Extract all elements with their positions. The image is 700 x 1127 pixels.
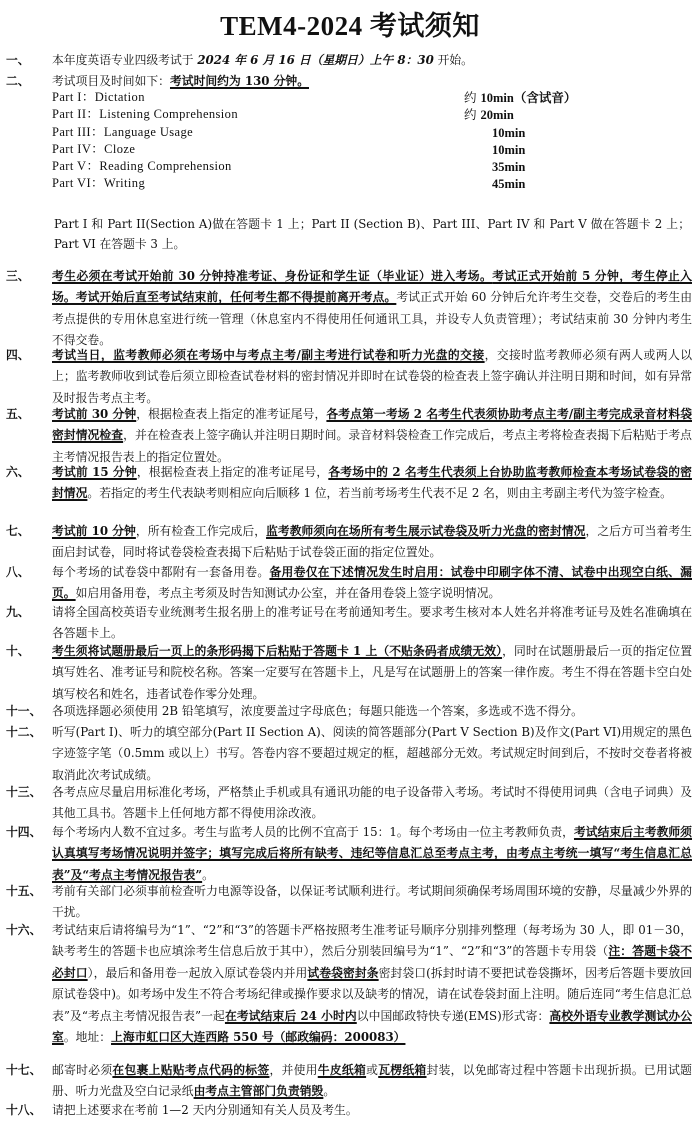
plain-text: 。地址： — [63, 1030, 112, 1045]
emphasized-text: 监考教师须向在场所有考生展示试卷袋及听力光盘的密封情况 — [266, 524, 586, 538]
plain-text: 考前有关部门必须事前检查听力电源等设备，以保证考试顺利进行。考试期间须确保考场周围环境的安静，尽量减少外界的干扰。 — [52, 884, 692, 920]
plain-text: 。 — [202, 867, 214, 882]
notice-item — [6, 266, 692, 352]
plain-text: ，并在检查表上签字确认并注明日期时间。录音材料袋检查工作完成后，考点主考将检查表揭下后粘贴于考点主考情况报告表上的指定位置处。 — [52, 428, 692, 464]
plain-text: 或 — [366, 1063, 379, 1077]
plain-text: 各考点应尽量启用标准化考场，严格禁止手机或具有通讯功能的电子设备带入考场。考试时不得使用词典（含电子词典）及其他工具书。答题卡上任何地方都不得使用涂改液。 — [52, 785, 692, 821]
emphasized-text: 各考点第一考场 2 名考生代表须协助考点主考/副主考完成录音材料袋密封情况检查 — [52, 407, 692, 443]
item-text — [52, 1060, 692, 1103]
plain-text: 邮寄时必须 — [52, 1063, 113, 1077]
item-text — [52, 266, 692, 352]
part-name: Part II：Listening Comprehension — [52, 107, 238, 122]
part-name: Part III：Language Usage — [52, 124, 194, 139]
item-text — [52, 782, 692, 825]
notice-item — [6, 521, 692, 564]
part-row — [52, 141, 612, 158]
part-duration: 35min — [492, 160, 526, 175]
notice-item — [6, 462, 692, 505]
emphasized-text: 牛皮纸箱 — [317, 1063, 367, 1077]
part-name: Part I：Dictation — [52, 90, 145, 104]
plain-text: 每个考场的试卷袋中都附有一套备用卷。 — [52, 565, 270, 579]
notice-item — [6, 920, 692, 1048]
part-row — [52, 175, 612, 192]
emphasized-text: 考试当日，监考教师必须在考场中与考点主考/副主考进行试卷和听力光盘的交接 — [52, 348, 485, 362]
plain-text: ，同时在试题册最后一页的指定位置填写姓名、准考证号和院校名称。答案一定要写在答题卡上，凡是写在试题册上的答案一律作废。考生不得在答题卡空白处填写校名和姓名，违者试卷作零分处理。 — [52, 644, 692, 701]
emphasized-text: 考试前 15 分钟 — [52, 465, 137, 479]
notice-item — [6, 602, 692, 645]
plain-text: 以中国邮政特快专递(EMS)形式寄： — [356, 1008, 550, 1023]
notice-item — [6, 71, 692, 92]
plain-text: 请将全国高校英语专业统测考生报名册上的准考证号在考前通知考生。要求考生核对本人姓名并将准考证号及姓名准确填在各答题卡上。 — [52, 605, 692, 641]
plain-text: 考试结束后请将编号为“1”、“2”和“3”的答题卡严格按照考生准考证号顺序分别排列整理（每考场为 30 人，即 01－30，缺考考生的答题卡也应填涂考生信息后放于其中），然后分别装回编号为“1”、“2”和“3”的答题卡专用袋（ — [52, 923, 692, 959]
part-row — [52, 158, 612, 175]
plain-text: 如启用备用卷，考点主考须及时告知测试办公室，并在备用卷袋上签字说明情况。 — [75, 586, 501, 601]
item-text — [52, 71, 692, 92]
exam-parts-table — [52, 89, 612, 193]
notice-item — [6, 50, 692, 71]
plain-text: 各项选择题必须使用 2B 铅笔填写，浓度要盖过字母底色；每题只能选一个答案，多选或不选不得分。 — [52, 704, 583, 718]
emphasized-text: 考试正式开始前 5 分钟，考生停止入场。考试开始后直至考试结束前，任何考生都不得提前离开考点。 — [52, 269, 692, 305]
emphasized-text: 试卷袋密封条 — [307, 965, 379, 980]
plain-text: ，之后方可当着考生面启封试卷，同时将试卷袋检查表揭下后粘贴于试卷袋正面的指定位置处。 — [52, 524, 692, 560]
item-number: 十六、 — [6, 923, 42, 937]
emphasized-text: 在包裹上贴贴考点代码的标签 — [112, 1063, 270, 1077]
item-text — [52, 881, 692, 924]
item-text — [52, 462, 692, 505]
part-duration: 10min — [492, 142, 526, 157]
notice-item — [6, 722, 692, 786]
emphasized-text: 注：答题卡袋不必封口 — [52, 944, 692, 980]
plain-text: 本年度英语专业四级考试于 — [52, 53, 198, 67]
item-text — [52, 722, 692, 786]
item-number: 十四、 — [6, 825, 42, 839]
notice-item — [6, 782, 692, 825]
plain-text: 。 — [323, 1084, 336, 1099]
item-number: 六、 — [6, 465, 30, 479]
answer-sheet-note: Part I 和 Part II(Section A)做在答题卡 1 上；Part II (Section B)、Part III、Part IV 和 Part V 做在答题卡 2 上；Part VI 在答题卡 3 上。 — [54, 217, 690, 251]
item-number: 十、 — [6, 644, 30, 658]
notice-item — [6, 404, 692, 468]
item-number: 二、 — [6, 74, 30, 88]
plain-text: 开始。 — [433, 53, 473, 67]
item-number: 一、 — [6, 53, 30, 67]
item-number: 五、 — [6, 407, 30, 421]
emphasized-text: 由考点主管部门负责销毁 — [193, 1084, 324, 1099]
item-text — [52, 920, 692, 1048]
emphasized-text: 考试时间约为 130 分钟。 — [169, 74, 309, 88]
item-number: 十五、 — [6, 884, 42, 898]
part-duration: 约 10min（含试音） — [464, 90, 577, 105]
emphasized-text: 上海市虹口区大连西路 550 号（邮政编码：200083） — [111, 1030, 406, 1045]
item-number: 十三、 — [6, 785, 42, 799]
part-name: Part VI：Writing — [52, 176, 146, 191]
plain-text: 封装，以免邮寄过程中答题卡出现折损。已用试题册、听力光盘及空白记录纸 — [52, 1063, 692, 1099]
plain-text: 密封袋口(拆封时请不要把试卷袋撕坏，因考后答题卡要放回原试卷袋中)。如考场中发生不符合考场纪律或操作要求以及缺考的情况，请在试卷袋封面上注明。随后连同“考生信息汇总表”及“考点主考情况报告表”一起 — [52, 965, 692, 1023]
notice-item — [6, 641, 692, 705]
item-text — [52, 701, 692, 722]
part-duration: 10min — [492, 125, 526, 140]
item-number: 八、 — [6, 565, 30, 579]
emphasized-text: 考试前 10 分钟 — [52, 524, 136, 538]
item-number: 十八、 — [6, 1103, 42, 1117]
emphasized-text: 高校外语专业教学测试办公室 — [52, 1008, 692, 1045]
emphasized-text: 备用卷仅在下述情况发生时启用：试卷中印刷字体不清、试卷中出现空白纸、漏页。 — [52, 565, 692, 601]
part-name: Part IV：Cloze — [52, 141, 136, 156]
notice-item — [6, 345, 692, 409]
plain-text: 请把上述要求在考前 1—2 天内分别通知有关人员及考生。 — [52, 1103, 358, 1117]
part-row — [52, 106, 612, 123]
emphasized-text: 在考试结束后 24 小时内 — [224, 1008, 357, 1023]
plain-text: ，所有检查工作完成后， — [135, 524, 267, 538]
plain-text: ，根据检查表上指定的准考证尾号， — [136, 407, 327, 421]
item-text — [52, 345, 692, 409]
plain-text: ，交接时监考教师必须有两人或两人以上；监考教师收到试卷后须立即检查试卷材料的密封情况并即时在试卷袋的检查表上签字确认并注明日期和时间，如有异常及时报告考点主考。 — [52, 348, 692, 405]
item-number: 三、 — [6, 269, 30, 283]
notice-item — [6, 822, 692, 886]
item-number: 四、 — [6, 348, 30, 362]
plain-text: 每个考场内人数不宜过多。考生与监考人员的比例不宜高于 15：1。每个考场由一位主考教师负责， — [52, 825, 574, 839]
item-text — [52, 1100, 692, 1121]
emphasized-text: 考试结束后主考教师须认真填写考场情况说明并签字；填写完成后将所有缺考、违纪等信息汇总至考点主考，由考点主考统一填写“考生信息汇总表”及“考点主考情况报告表” — [52, 825, 692, 882]
item-text — [52, 602, 692, 645]
item-text — [52, 641, 692, 705]
notice-item — [6, 1060, 692, 1103]
emphasized-text: 瓦楞纸箱 — [378, 1063, 427, 1077]
emphasized-text: 考生必须在考试开始前 30 分钟持准考证、身份证和学生证（毕业证）进入考场。 — [52, 269, 493, 283]
plain-text: ，根据检查表上指定的准考证尾号， — [136, 465, 329, 479]
exam-date-text: 2024 年 6 月 16 日（星期日）上午 8：30 — [197, 53, 434, 67]
item-text — [52, 822, 692, 886]
item-number: 十七、 — [6, 1063, 42, 1077]
part-duration: 45min — [492, 177, 526, 192]
notice-item — [6, 562, 692, 605]
plain-text: 。若指定的考生代表缺考则相应向后顺移 1 位，若当前考场考生代表不足 2 名，则由主考副主考代为签字检查。 — [87, 486, 672, 501]
notice-item — [6, 701, 692, 722]
part-row — [52, 124, 612, 141]
emphasized-text: 各考场中的 2 名考生代表须上台协助监考教师检查本考场试卷袋的密封情况 — [52, 465, 692, 501]
plain-text: 考试正式开始 60 分钟后允许考生交卷，交卷后的考生由考点提供的专用休息室进行统一管理（休息室内不得使用任何通讯工具，并设专人负责管理）；考试结束前 30 分钟内考生不得交卷。 — [52, 290, 692, 348]
item-text — [52, 521, 692, 564]
item-number: 七、 — [6, 524, 30, 538]
plain-text: ），最后和备用卷一起放入原试卷袋内并用 — [87, 965, 308, 980]
part-duration: 约 20min — [464, 107, 514, 123]
notice-item — [6, 1100, 692, 1121]
item-text — [52, 404, 692, 468]
plain-text: 考试项目及时间如下： — [52, 74, 170, 88]
item-number: 九、 — [6, 605, 30, 619]
plain-text: 听写(Part I)、听力的填空部分(Part II Section A)、阅读的简答题部分(Part V Section B)及作文(Part VI)用规定的黑色字迹签字笔（0.5mm 或以上）书写。答卷内容不要超过规定的框，超越部分无效。考试规定时间到后，不按时交卷者将被取消此次考试成绩。 — [52, 725, 692, 782]
item-text — [52, 562, 692, 605]
item-text — [52, 50, 692, 71]
item-number: 十二、 — [6, 725, 42, 739]
page-title: TEM4-2024 考试须知 — [220, 11, 480, 41]
notice-item — [6, 881, 692, 924]
emphasized-text: 考试前 30 分钟 — [52, 407, 137, 421]
plain-text: ，并使用 — [269, 1063, 318, 1077]
part-name: Part V：Reading Comprehension — [52, 159, 232, 174]
emphasized-text: 考生须将试题册最后一页上的条形码揭下后粘贴于答题卡 1 上（不贴条码者成绩无效） — [52, 644, 503, 658]
item-number: 十一、 — [6, 704, 42, 718]
